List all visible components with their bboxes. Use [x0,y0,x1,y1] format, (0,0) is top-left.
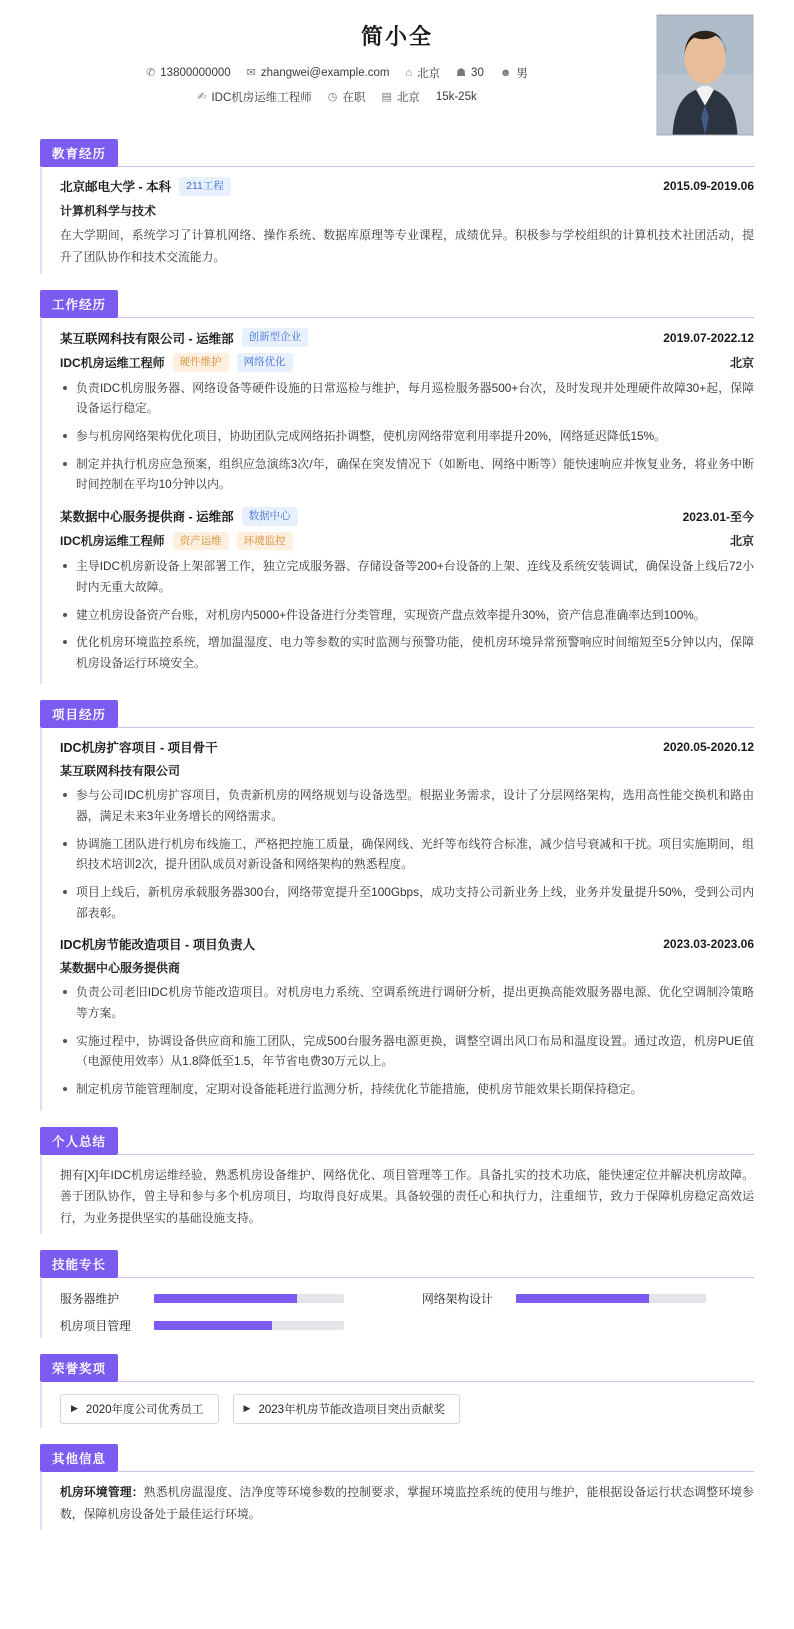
work-date: 2019.07-2022.12 [663,330,754,345]
section-body-work [40,318,754,684]
section-title-education: 教育经历 [40,139,118,167]
education-major: 计算机科学与技术 [60,203,157,218]
profile-photo-illustration [657,15,753,135]
contact-item [146,65,231,81]
contact-text: 15k-25k [435,91,477,103]
section-divider [118,1154,754,1155]
bullet-item: 协调施工团队进行机房布线施工，严格把控施工质量，确保网线、光纤等布线符合标准，减少信号衰减和干扰。项目实施期间，组织技术培训2次，提升团队成员对新设备和网络架构的熟悉程度。 [60,834,754,875]
contact-text: 在职 [342,92,366,104]
work-role-chip: 硬件维护 [173,353,229,372]
bullet-item: 建立机房设备资产台账，对机房内5000+件设备进行分类管理，实现资产盘点效率提升30%，资产信息准确率达到100%。 [60,605,754,626]
education-entry [60,177,754,268]
contact-item [247,65,390,81]
work-company: 某数据中心服务提供商 - 运维部 [60,510,234,525]
project-date: 2023.03-2023.06 [663,937,754,952]
section-header-skills [0,1250,794,1278]
gender-icon: ☻ [499,66,512,79]
project-name: IDC机房扩容项目 - 项目骨干 [60,741,218,756]
section-header-summary [0,1127,794,1155]
phone-icon: ✆ [146,66,156,79]
section-body-summary [40,1155,754,1234]
skill-bar [154,1321,344,1330]
section-header-projects [0,700,794,728]
work-company-chip: 数据中心 [242,507,298,526]
section-title-summary: 个人总结 [40,1127,118,1155]
education-chip: 211工程 [179,177,231,196]
section-divider [118,727,754,728]
work-location: 北京 [729,534,754,549]
honors-list [60,1392,754,1424]
contact-item [500,65,528,81]
honor-item [233,1394,461,1424]
resume-header [0,0,794,123]
section-body-other [40,1472,754,1530]
work-entry [60,507,754,674]
project-name: IDC机房节能改造项目 - 项目负责人 [60,938,256,953]
other-info-item [60,1482,754,1526]
contact-row-primary [40,65,754,81]
contact-item [456,65,484,81]
section-other [0,1444,794,1530]
project-entry [60,738,754,923]
education-school: 北京邮电大学 - 本科 [60,180,172,195]
section-body-projects [40,728,754,1110]
honor-item [60,1394,219,1424]
honor-label: 2020年度公司优秀员工 [85,1403,204,1416]
bullet-item: 实施过程中，协调设备供应商和施工团队，完成500台服务器电源更换，调整空调出风口布局和温度设置。通过改造，机房PUE值（电源使用效率）从1.8降低至1.5，年节省电费30万元以上。 [60,1031,754,1072]
skill-item [60,1317,392,1334]
triangle-icon: ▶ [243,1403,251,1414]
work-role-line [60,532,754,551]
project-entry [60,935,754,1099]
section-title-work: 工作经历 [40,290,118,318]
section-body-honors [40,1382,754,1428]
location-icon: ▤ [381,90,392,103]
contact-text: 北京 [417,68,441,80]
work-entry-header [60,507,754,526]
project-entry-header [60,738,754,756]
work-company-chip: 创新型企业 [242,328,309,347]
work-location: 北京 [729,355,754,370]
skill-name: 服务器维护 [60,1291,119,1306]
section-projects [0,700,794,1110]
section-skills [0,1250,794,1338]
triangle-icon: ▶ [71,1403,78,1414]
contact-text: 30 [471,67,484,79]
other-info-text: 熟悉机房温湿度、洁净度等环境参数的控制要求，掌握环境监控系统的使用与维护，能根据设备运行状态调整环境参数，保障机房设备处于最佳运行环境。 [60,1484,754,1521]
section-divider [118,166,754,167]
work-role: IDC机房运维工程师 [60,534,165,549]
education-entry-left [60,177,231,196]
skill-bar [154,1294,344,1303]
project-entry-left [60,935,255,953]
contact-item [436,89,477,105]
other-info-label: 机房环境管理： [60,1484,144,1499]
job-icon: ✍ [197,90,207,103]
contact-item [197,89,312,105]
skills-grid [60,1288,754,1334]
status-icon: ◷ [327,90,338,103]
bullet-item: 项目上线后，新机房承载服务器300台，网络带宽提升至100Gbps，成功支持公司新业务上线，业务并发量提升50%，受到公司内部表彰。 [60,882,754,923]
bullet-item: 制定机房节能管理制度，定期对设备能耗进行监测分析，持续优化节能措施，使机房节能效果长期保持稳定。 [60,1079,754,1100]
work-company: 某互联网科技有限公司 - 运维部 [60,331,234,346]
section-work [0,290,794,684]
work-bullets [60,556,754,673]
bullet-item: 负责IDC机房服务器、网络设备等硬件设施的日常巡检与维护，每月巡检服务器500+台次，及时发现并处理硬件故障30+起，保障设备运行稳定。 [60,378,754,419]
page-title: 简小全 [360,24,433,49]
education-description: 在大学期间，系统学习了计算机网络、操作系统、数据库原理等专业课程，成绩优异。积极参与学校组织的计算机技术社团活动，提升了团队协作和技术交流能力。 [60,227,754,264]
section-divider [118,317,754,318]
contact-item [406,65,441,81]
work-role-chip: 环境监控 [237,532,293,551]
skill-bar-fill [154,1321,272,1330]
education-date: 2015.09-2019.06 [663,179,754,194]
project-entry-left [60,738,218,756]
project-company: 某互联网科技有限公司 [60,764,181,779]
section-honors [0,1354,794,1428]
education-entry-header [60,177,754,196]
avatar [656,14,754,136]
skill-name: 网络架构设计 [422,1291,493,1306]
section-header-honors [0,1354,794,1382]
project-date: 2020.05-2020.12 [663,740,754,755]
section-body-skills [40,1278,754,1338]
project-bullets [60,982,754,1099]
section-divider [118,1277,754,1278]
work-entry-left [60,328,308,347]
work-role: IDC机房运维工程师 [60,355,165,370]
section-summary [0,1127,794,1234]
section-title-projects: 项目经历 [40,700,118,728]
skill-bar-fill [516,1294,649,1303]
work-entry-header [60,328,754,347]
summary-text: 拥有[X]年IDC机房运维经验，熟悉机房设备维护、网络优化、项目管理等工作。具备扎实的技术功底，能快速定位并解决机房故障。善于团队协作，曾主导和参与多个机房项目，均取得良好成果。具备较强的责任心和执行力，注重细节，致力于保障机房稳定高效运行，为业务提供坚实的基础设施支持。 [60,1167,754,1226]
skill-item [422,1290,754,1307]
contact-text: 北京 [396,92,420,104]
project-company: 某数据中心服务提供商 [60,961,181,976]
section-divider [118,1381,754,1382]
bullet-item: 优化机房环境监控系统，增加温湿度、电力等参数的实时监测与预警功能，使机房环境异常预警响应时间缩短至5分钟以内，保障机房设备运行环境安全。 [60,632,754,673]
contact-row-secondary [40,89,754,105]
bullet-item: 主导IDC机房新设备上架部署工作，独立完成服务器、存储设备等200+台设备的上架、连线及系统安装调试，确保设备上线后72小时内无重大故障。 [60,556,754,597]
bullet-item: 参与公司IDC机房扩容项目，负责新机房的网络规划与设备选型。根据业务需求，设计了分层网络架构，选用高性能交换机和路由器，满足未来3年业务增长的网络需求。 [60,785,754,826]
contact-text: zhangwei@example.com [260,67,390,79]
work-bullets [60,378,754,495]
work-role-left [60,532,293,551]
work-role-line [60,353,754,372]
section-divider [118,1471,754,1472]
skill-name: 机房项目管理 [60,1318,131,1333]
work-role-chip: 资产运维 [173,532,229,551]
contact-text: 男 [516,68,528,80]
bullet-item: 制定并执行机房应急预案，组织应急演练3次/年，确保在突发情况下（如断电、网络中断等）能快速响应并恢复业务，将业务中断时间控制在平均10分钟以内。 [60,454,754,495]
skill-bar [516,1294,706,1303]
contact-text: 13800000000 [160,67,231,79]
contact-item [328,89,366,105]
work-role-left [60,353,293,372]
section-education [0,139,794,274]
mail-icon: ✉ [246,66,256,79]
section-title-honors: 荣誉奖项 [40,1354,118,1382]
bullet-item: 负责公司老旧IDC机房节能改造项目。对机房电力系统、空调系统进行调研分析，提出更换高能效服务器电源、优化空调制冷策略等方案。 [60,982,754,1023]
work-role-chip: 网络优化 [237,353,293,372]
section-body-education [40,167,754,274]
section-header-other [0,1444,794,1472]
honor-label: 2023年机房节能改造项目突出贡献奖 [258,1403,446,1416]
work-date: 2023.01-至今 [682,509,754,524]
home-icon: ⌂ [405,66,413,79]
work-entry [60,328,754,495]
contact-text: IDC机房运维工程师 [211,92,312,104]
section-header-education [0,139,794,167]
section-header-work [0,290,794,318]
section-title-other: 其他信息 [40,1444,118,1472]
project-entry-header [60,935,754,953]
section-title-skills: 技能专长 [40,1250,118,1278]
skill-item [60,1290,392,1307]
age-icon: ☗ [456,66,467,79]
skill-bar-fill [154,1294,297,1303]
work-entry-left [60,507,298,526]
contact-item [381,89,419,105]
bullet-item: 参与机房网络架构优化项目，协助团队完成网络拓扑调整，使机房网络带宽利用率提升20%，网络延迟降低15%。 [60,426,754,447]
project-bullets [60,785,754,923]
